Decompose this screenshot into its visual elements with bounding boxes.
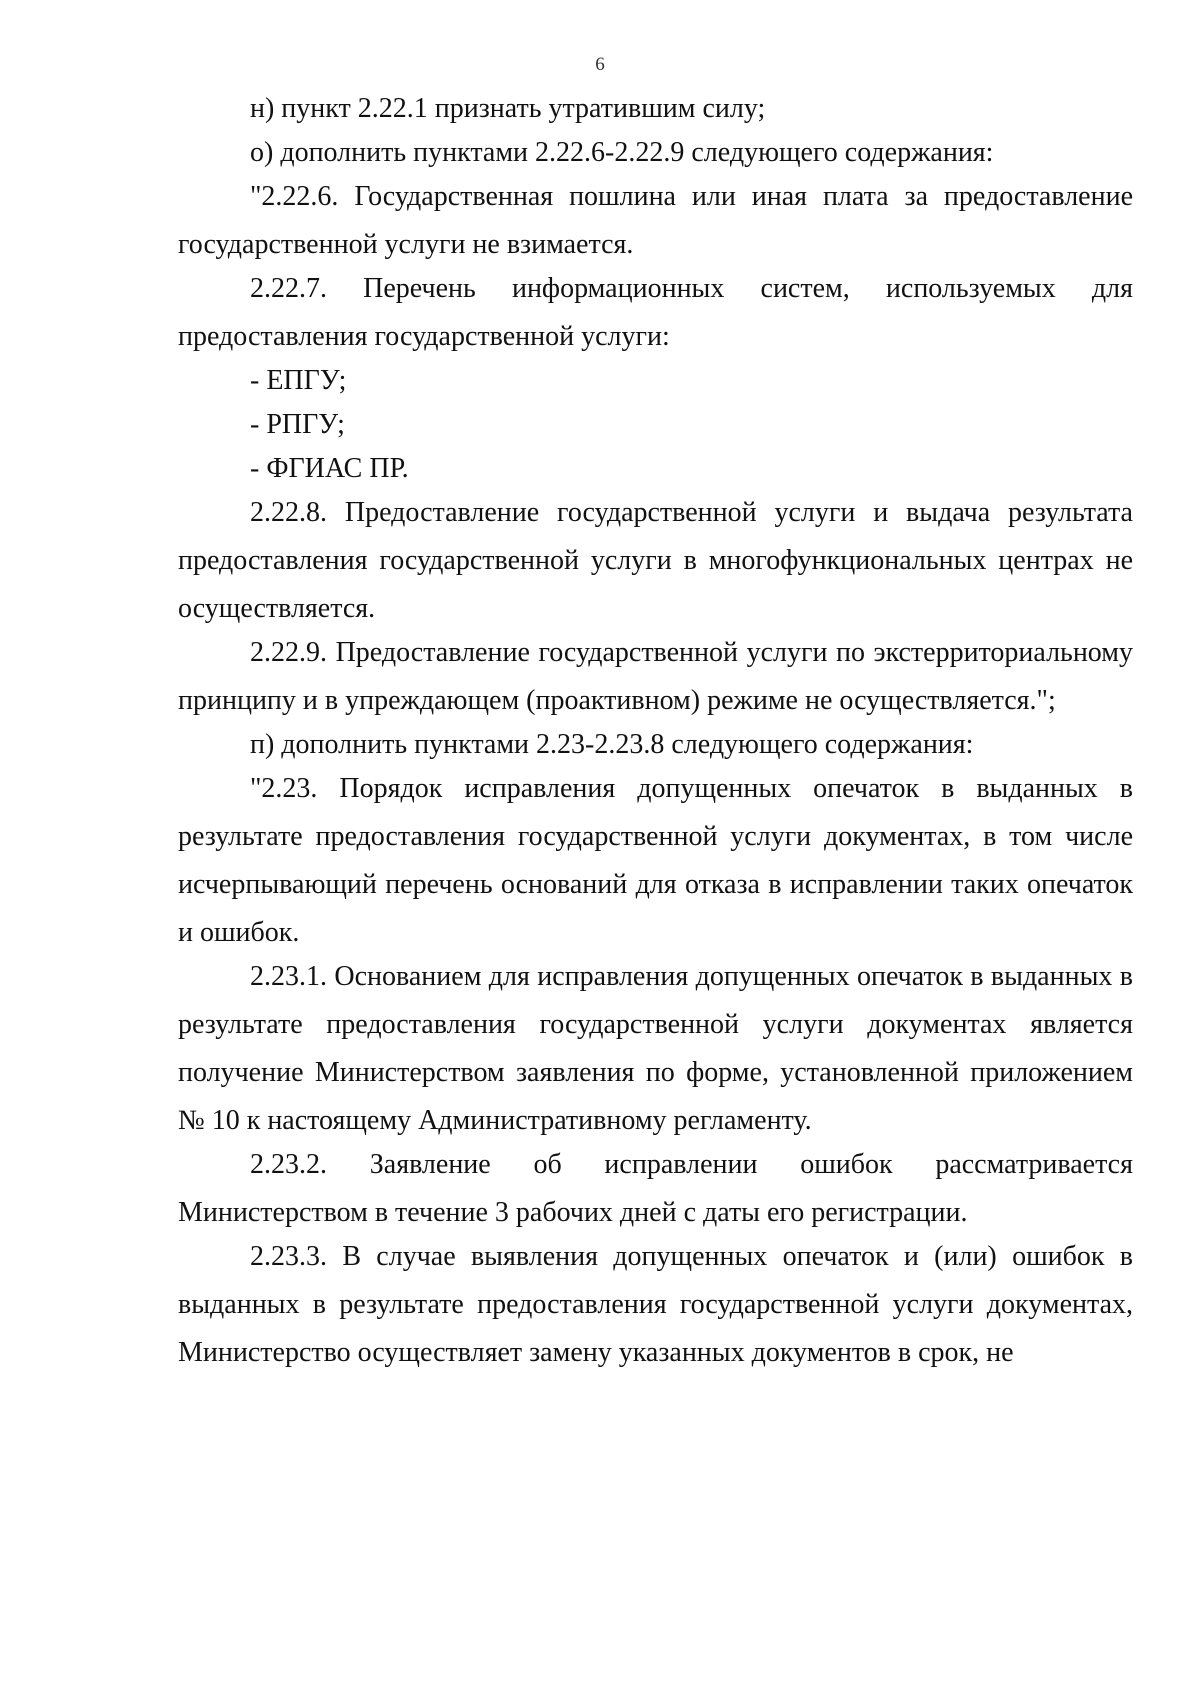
paragraph-2-22-6: "2.22.6. Государственная пошлина или иная плата за предоставление государственной услуги не взимается. bbox=[178, 181, 1133, 260]
paragraph-p: п) дополнить пунктами 2.23-2.23.8 следующего содержания: bbox=[250, 729, 974, 760]
paragraph-n: н) пункт 2.22.1 признать утратившим силу; bbox=[250, 93, 766, 124]
paragraph-o: о) дополнить пунктами 2.22.6-2.22.9 следующего содержания: bbox=[250, 137, 994, 168]
list-item-epgu: - ЕПГУ; bbox=[250, 365, 347, 396]
paragraph-2-22-9: 2.22.9. Предоставление государственной услуги по экстерриториальному принципу и в упреждающем (проактивном) режиме не осуществляется."; bbox=[178, 637, 1133, 716]
paragraph-2-23-1: 2.23.1. Основанием для исправления допущенных опечаток в выданных в результате предоставления государственной услуги документах является получение Министерством заявления по форме, установленной приложением № 10 к настоящему Административному регламенту. bbox=[178, 961, 1133, 1136]
document-body bbox=[178, 85, 1133, 1377]
list-item-rpgu: - РПГУ; bbox=[250, 409, 345, 440]
paragraph-2-23-3: 2.23.3. В случае выявления допущенных опечаток и (или) ошибок в выданных в результате предоставления государственной услуги документах, Министерство осуществляет замену указанных документов в срок, не bbox=[178, 1241, 1133, 1368]
page-number: 6 bbox=[595, 54, 605, 75]
list-item-fgias: - ФГИАС ПР. bbox=[250, 453, 409, 484]
paragraph-2-23: "2.23. Порядок исправления допущенных опечаток в выданных в результате предоставления государственной услуги документах, в том числе исчерпывающий перечень оснований для отказа в исправлении таких опечаток и ошибок. bbox=[178, 773, 1133, 948]
paragraph-2-22-8: 2.22.8. Предоставление государственной услуги и выдача результата предоставления государственной услуги в многофункциональных центрах не осуществляется. bbox=[178, 497, 1133, 624]
paragraph-2-23-2: 2.23.2. Заявление об исправлении ошибок рассматривается Министерством в течение 3 рабочих дней с даты его регистрации. bbox=[178, 1149, 1133, 1228]
paragraph-2-22-7: 2.22.7. Перечень информационных систем, используемых для предоставления государственной услуги: bbox=[178, 273, 1133, 352]
